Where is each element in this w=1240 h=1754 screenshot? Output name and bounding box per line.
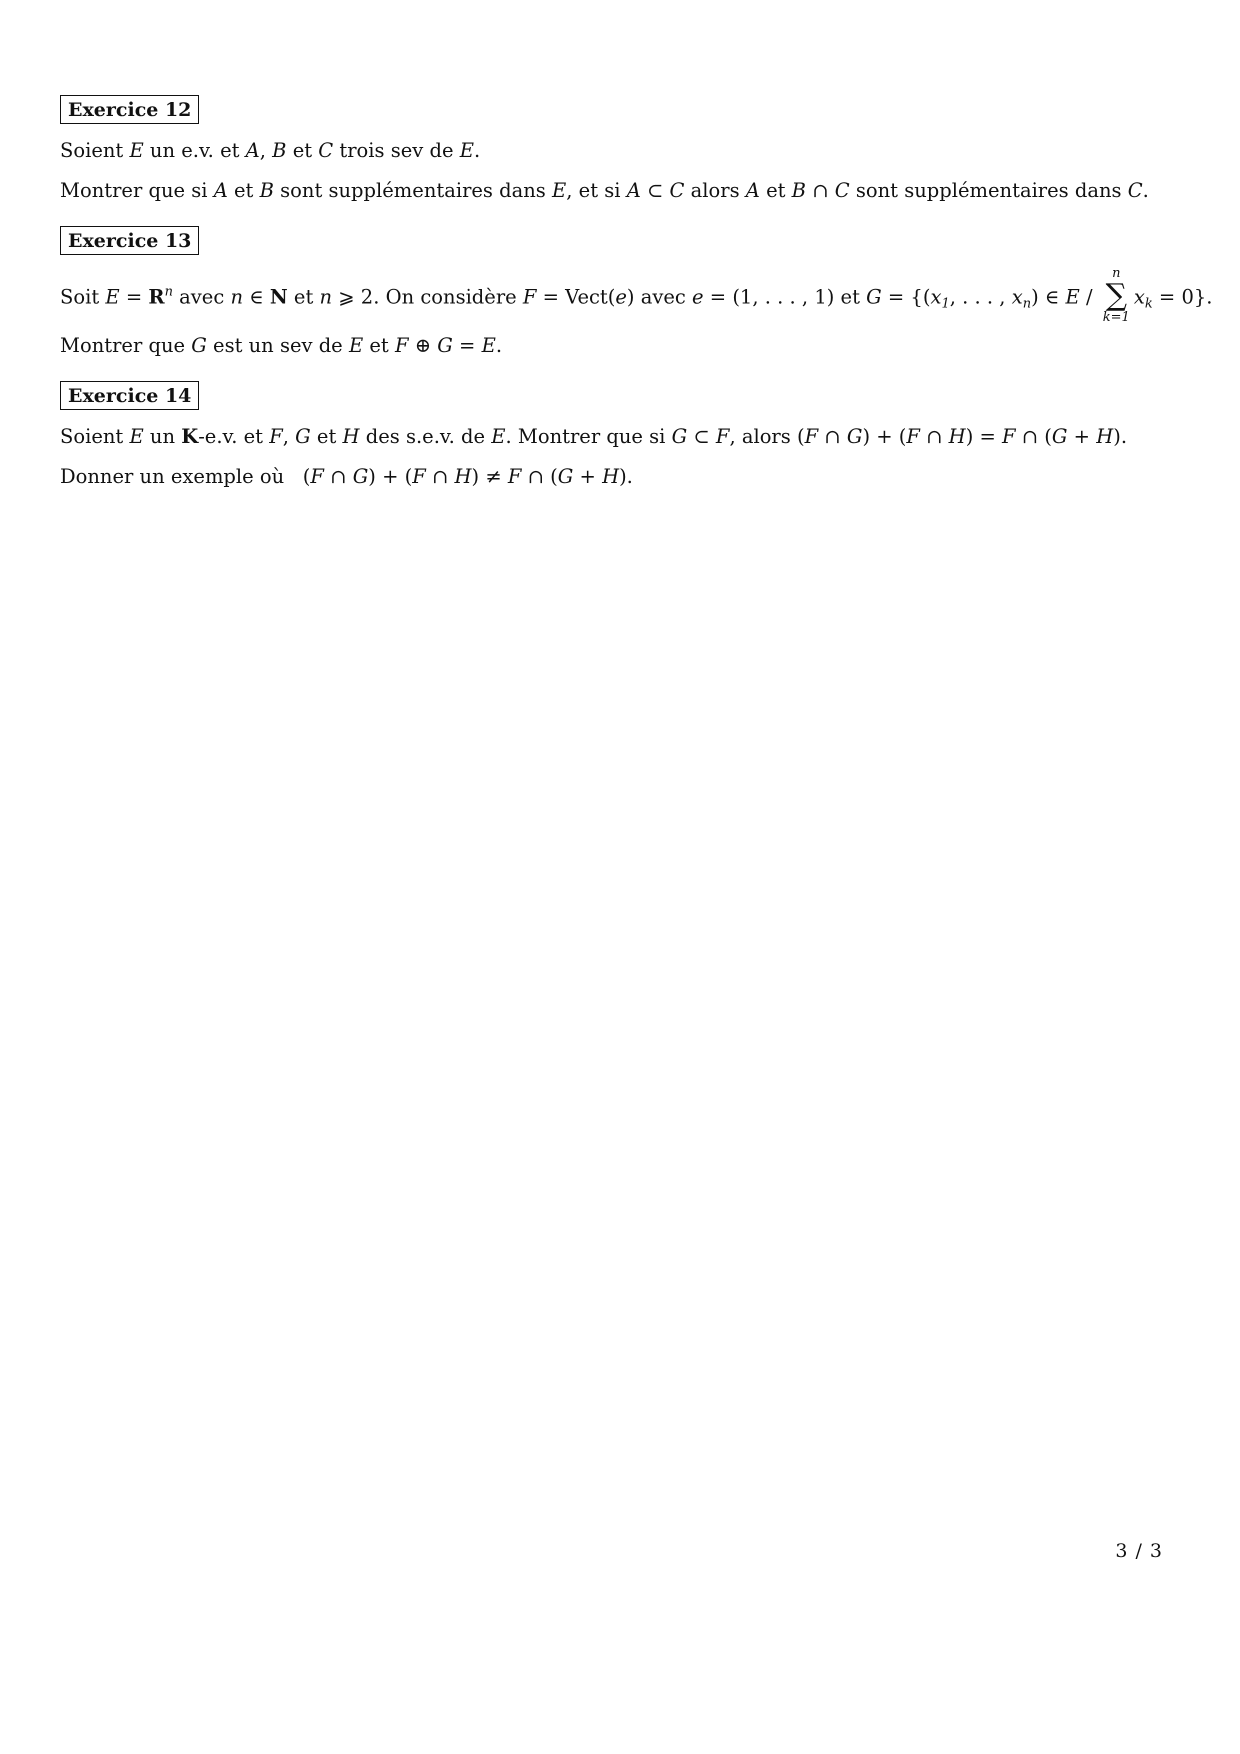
exercise-title: Exercice 12 [60,95,199,124]
exercise-statement: Soient E un e.v. et A, B et C trois sev de E. [60,139,481,162]
document-page [60,95,1213,512]
summation-symbol: n ∑ k=1 [1102,266,1130,325]
exercise-13 [60,226,1213,359]
exercise-title: Exercice 13 [60,226,199,255]
page-number: 3 / 3 [1115,1540,1163,1562]
exercise-title: Exercice 14 [60,381,199,410]
exercise-14 [60,381,1170,490]
exercise-question: Donner un exemple où (F ∩ G) + (F ∩ H) ≠ F ∩ (G + H). [60,465,633,488]
exercise-question: Montrer que G est un sev de E et F ⊕ G = E. [60,334,503,357]
exercise-statement: Soient E un K-e.v. et F, G et H des s.e.v. de E. Montrer que si G ⊂ F, alors (F ∩ G) + (F ∩ H) = F ∩ (G + H). [60,425,1128,448]
exercise-question: Montrer que si A et B sont supplémentaires dans E, et si A ⊂ C alors A et B ∩ C sont supplémentaires dans C. [60,179,1149,202]
exercise-12 [60,95,1170,204]
exercise-statement: Soit $E = R^n$ avec n ∈ N et n ⩾ 2. On considère F = Vect(e) avec e = (1, . . . , 1) et $G = \{(x_1$, . . . , $x_n$) ∈ E / n ∑ k=1 $x_k = 0$}. [60,266,1213,325]
